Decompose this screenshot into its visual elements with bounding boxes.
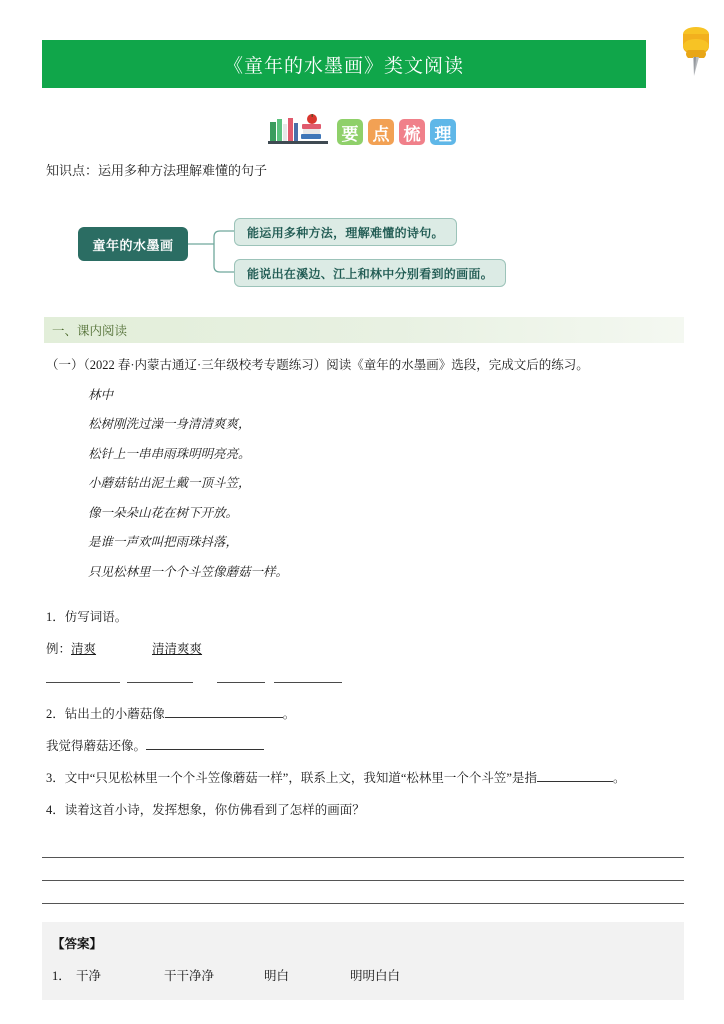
question-2-suffix: 。 <box>282 706 296 721</box>
tile-yao-label: 要 <box>341 124 359 144</box>
tile-dian <box>368 119 394 145</box>
question-2-blank-2[interactable] <box>146 749 264 750</box>
question-3-blank[interactable] <box>537 781 613 782</box>
answer-word-1: 干净 <box>76 969 102 983</box>
poem-block <box>88 389 724 579</box>
question-2-line-1 <box>46 705 684 723</box>
question-2-blank[interactable] <box>165 717 283 718</box>
example-word-1: 清爽 <box>71 642 97 657</box>
answer-rule-line-2[interactable] <box>42 858 684 881</box>
books-stack-icon <box>268 112 332 146</box>
mindmap-branch-1: 能运用多种方法，理解难懂的诗句。 <box>234 218 457 246</box>
poem-line-6: 只见松林里一个个斗笠像蘑菇一样。 <box>88 564 289 579</box>
answer-word-3: 明白 <box>264 969 290 983</box>
mindmap-branch-2: 能说出在溪边、江上和林中分别看到的画面。 <box>234 259 506 287</box>
question-2-line-2 <box>46 737 684 755</box>
answer-section-title: 【答案】 <box>52 937 103 951</box>
answer-rule-line-1[interactable] <box>42 835 684 858</box>
section-one-intro: （一）（2022 春·内蒙古通辽·三年级校考专题练习）阅读《童年的水墨画》选段，完成文后的练习。 <box>46 358 589 372</box>
tile-yao <box>337 119 363 145</box>
tile-shu <box>399 119 425 145</box>
question-1-text: 1．仿写词语。 <box>46 610 128 625</box>
knowledge-point-text: 知识点：运用多种方法理解难懂的句子 <box>46 163 268 178</box>
answer-word-2: 干干净净 <box>164 969 215 983</box>
tile-dian-label: 点 <box>372 124 390 144</box>
tile-li <box>430 119 456 145</box>
poem-title: 林中 <box>88 387 114 402</box>
question-3-suffix: 。 <box>612 770 626 785</box>
pushpin-icon <box>660 18 722 90</box>
title-banner-wrapper <box>42 40 684 88</box>
poem-line-5: 是谁一声欢叫把雨珠抖落， <box>88 535 239 550</box>
blank-4[interactable] <box>274 673 342 683</box>
answer-row-number: 1． <box>52 969 71 983</box>
question-3-prefix: 3．文中“只见松林里一个个斗笠像蘑菇一样”，联系上文，我知道“松林里一个个斗笠”是指 <box>46 770 537 785</box>
mindmap-diagram <box>46 201 666 293</box>
blank-2[interactable] <box>127 673 193 683</box>
poem-line-1: 松树刚洗过澡一身清清爽爽， <box>88 417 251 432</box>
question-4-text: 4．读着这首小诗，发挥想象，你仿佛看到了怎样的画面？ <box>46 802 365 817</box>
title-banner <box>42 40 646 88</box>
answer-row <box>52 966 684 984</box>
blank-1[interactable] <box>46 673 120 683</box>
poem-line-2: 松针上一串串雨珠明明亮亮。 <box>88 446 251 461</box>
question-2-line2-text: 我觉得蘑菇还像。 <box>46 738 147 753</box>
example-label: 例： <box>46 642 72 657</box>
example-word-2: 清清爽爽 <box>152 642 203 657</box>
answer-rule-lines[interactable] <box>42 835 684 904</box>
answer-rule-line-3[interactable] <box>42 881 684 904</box>
answer-word-4: 明明白白 <box>350 969 401 983</box>
answer-section <box>42 922 684 1000</box>
mindmap-root-node: 童年的水墨画 <box>78 227 188 261</box>
question-3-text <box>46 769 684 787</box>
section-header-one: 一、课内阅读 <box>44 317 684 343</box>
blank-3[interactable] <box>217 673 265 683</box>
tile-li-label: 理 <box>434 124 452 144</box>
poem-line-3: 小蘑菇钻出泥土戴一顶斗笠， <box>88 476 251 491</box>
key-points-marker <box>0 110 724 146</box>
question-1-blank-row[interactable] <box>46 673 724 683</box>
question-2-prefix: 2．钻出土的小蘑菇像 <box>46 706 165 721</box>
tile-shu-label: 梳 <box>403 124 421 144</box>
question-1-example-row <box>46 640 684 658</box>
page-title: 《童年的水墨画》类文阅读 <box>223 55 464 77</box>
poem-line-4: 像一朵朵山花在树下开放。 <box>88 505 239 520</box>
